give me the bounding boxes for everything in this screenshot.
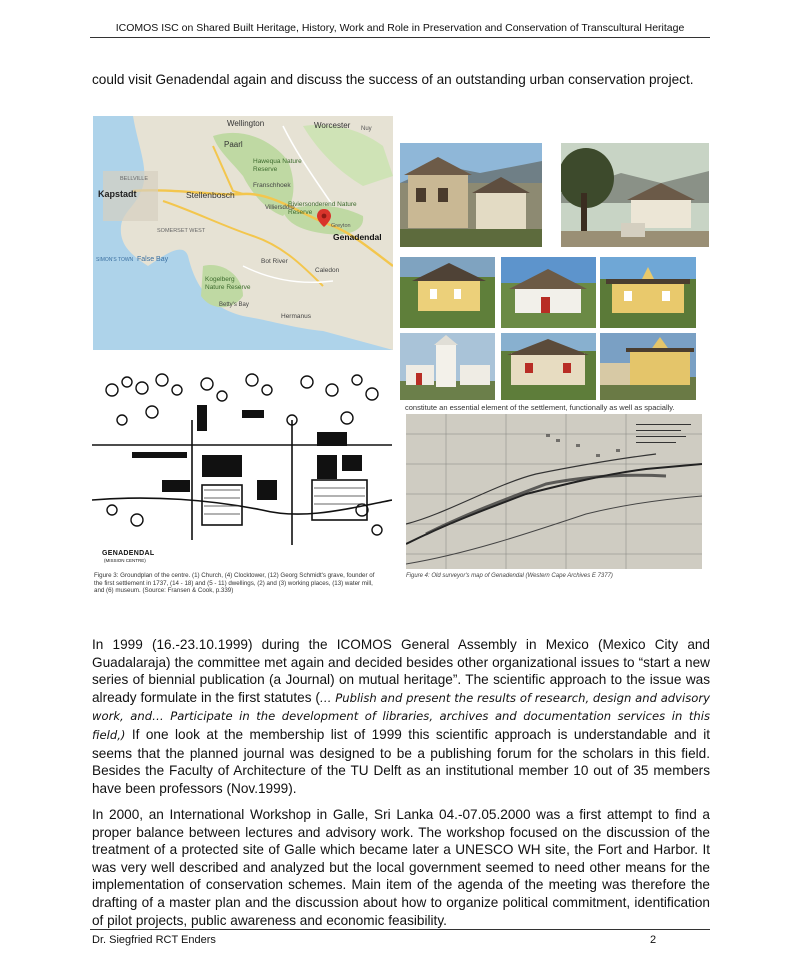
photo-church-trees [561, 143, 709, 247]
paragraph-1999: In 1999 (16.-23.10.1999) during the ICOMOS General Assembly in Mexico (Mexico City and Guadalaraja) the committee met again and decided besides other organizational issues to “start a new series of biennial publication (a Journal) on mutual heritage”. The scientific approach to the issue was already formulate in the first statutes (… Publish and present the results of research, design and advisory work, and… Participate in the development of libraries, archives and documentation services in this field,) If one look at the membership list of 1999 this scientific approach is understandable and it seems that the planned journal was designed to be a publishing forum for the scholars in this field. Besides the Faculty of Architecture of the TU Delft as an institutional member 10 out of 35 members have been professors (Nov.1999). [92, 637, 711, 796]
photo-street-row [600, 333, 696, 400]
surveyor-map [406, 414, 702, 569]
page-number: 2 [650, 934, 657, 946]
plan-title: GENADENDAL [102, 550, 155, 557]
footer-author: Dr. Siegfried RCT Enders [92, 934, 216, 946]
photo-yellow-house-1 [400, 257, 495, 328]
groundplan-figure [92, 360, 392, 595]
paragraph-2000: In 2000, an International Workshop in Galle, Sri Lanka 04.-07.05.2000 was a first attempt to find a proper balance between lectures and advisory work. The workshop focused on the discussion of the treatment of a protected site of Galle which became later a UNESCO WH site, the Fort and Harbor. It was very well described and analyzed but the local government seemed to need other means for the implementation of conservation schemes. Main item of the agenda of the meeting was therefore the drafting of a master plan and the discussion about how to organize political commitment, identification of pilot projects, public awareness and economic feasibility. [92, 807, 710, 928]
running-header: ICOMOS ISC on Shared Built Heritage, History, Work and Role in Preservation and Conservation of Transcultural Heritage [115, 22, 685, 34]
figure-4-caption: Figure 4: Old surveyor's map of Genadendal (Western Cape Archives E 7377) [406, 573, 613, 579]
photo-white-tower [400, 333, 495, 400]
footer-rule [90, 929, 710, 930]
photo-white-cottage [501, 257, 596, 328]
photo-yellow-gable [600, 257, 696, 328]
figure-3-caption: Figure 3: Groundplan of the centre. (1) Church, (4) Clocktower, (12) Georg Schmidt's grave, founder of the first settlement in 1737, (14 - 18) and (5 - 11) dwellings, (2) and (3) working places, (13) water mill, and (6) museum. (Source: Fransen & Cook, p.339) [94, 572, 375, 595]
photo-main-street [400, 143, 542, 247]
intro-paragraph: could visit Genadendal again and discuss the success of an outstanding urban conservation project. [92, 72, 694, 87]
header-rule [90, 37, 710, 38]
region-map: Wellington Worcester Nuy Paarl Hawequa Nature Reserve Kapstadt BELLVILLE Stellenbosch Franschhoek Villiersdorp Riviersonderend Nature Reserve Greyton Genadendal SOMERSET WEST False Bay SIMON'S TOWN Kogelberg Nature Reserve Betty's Bay Bot River Caledon Hermanus [93, 116, 393, 350]
photo-grid-caption: constitute an essential element of the settlement, functionally as well as spacially. [405, 403, 675, 412]
photo-museum-house [501, 333, 596, 400]
plan-subtitle: (MISSION CENTRE) [104, 558, 146, 563]
